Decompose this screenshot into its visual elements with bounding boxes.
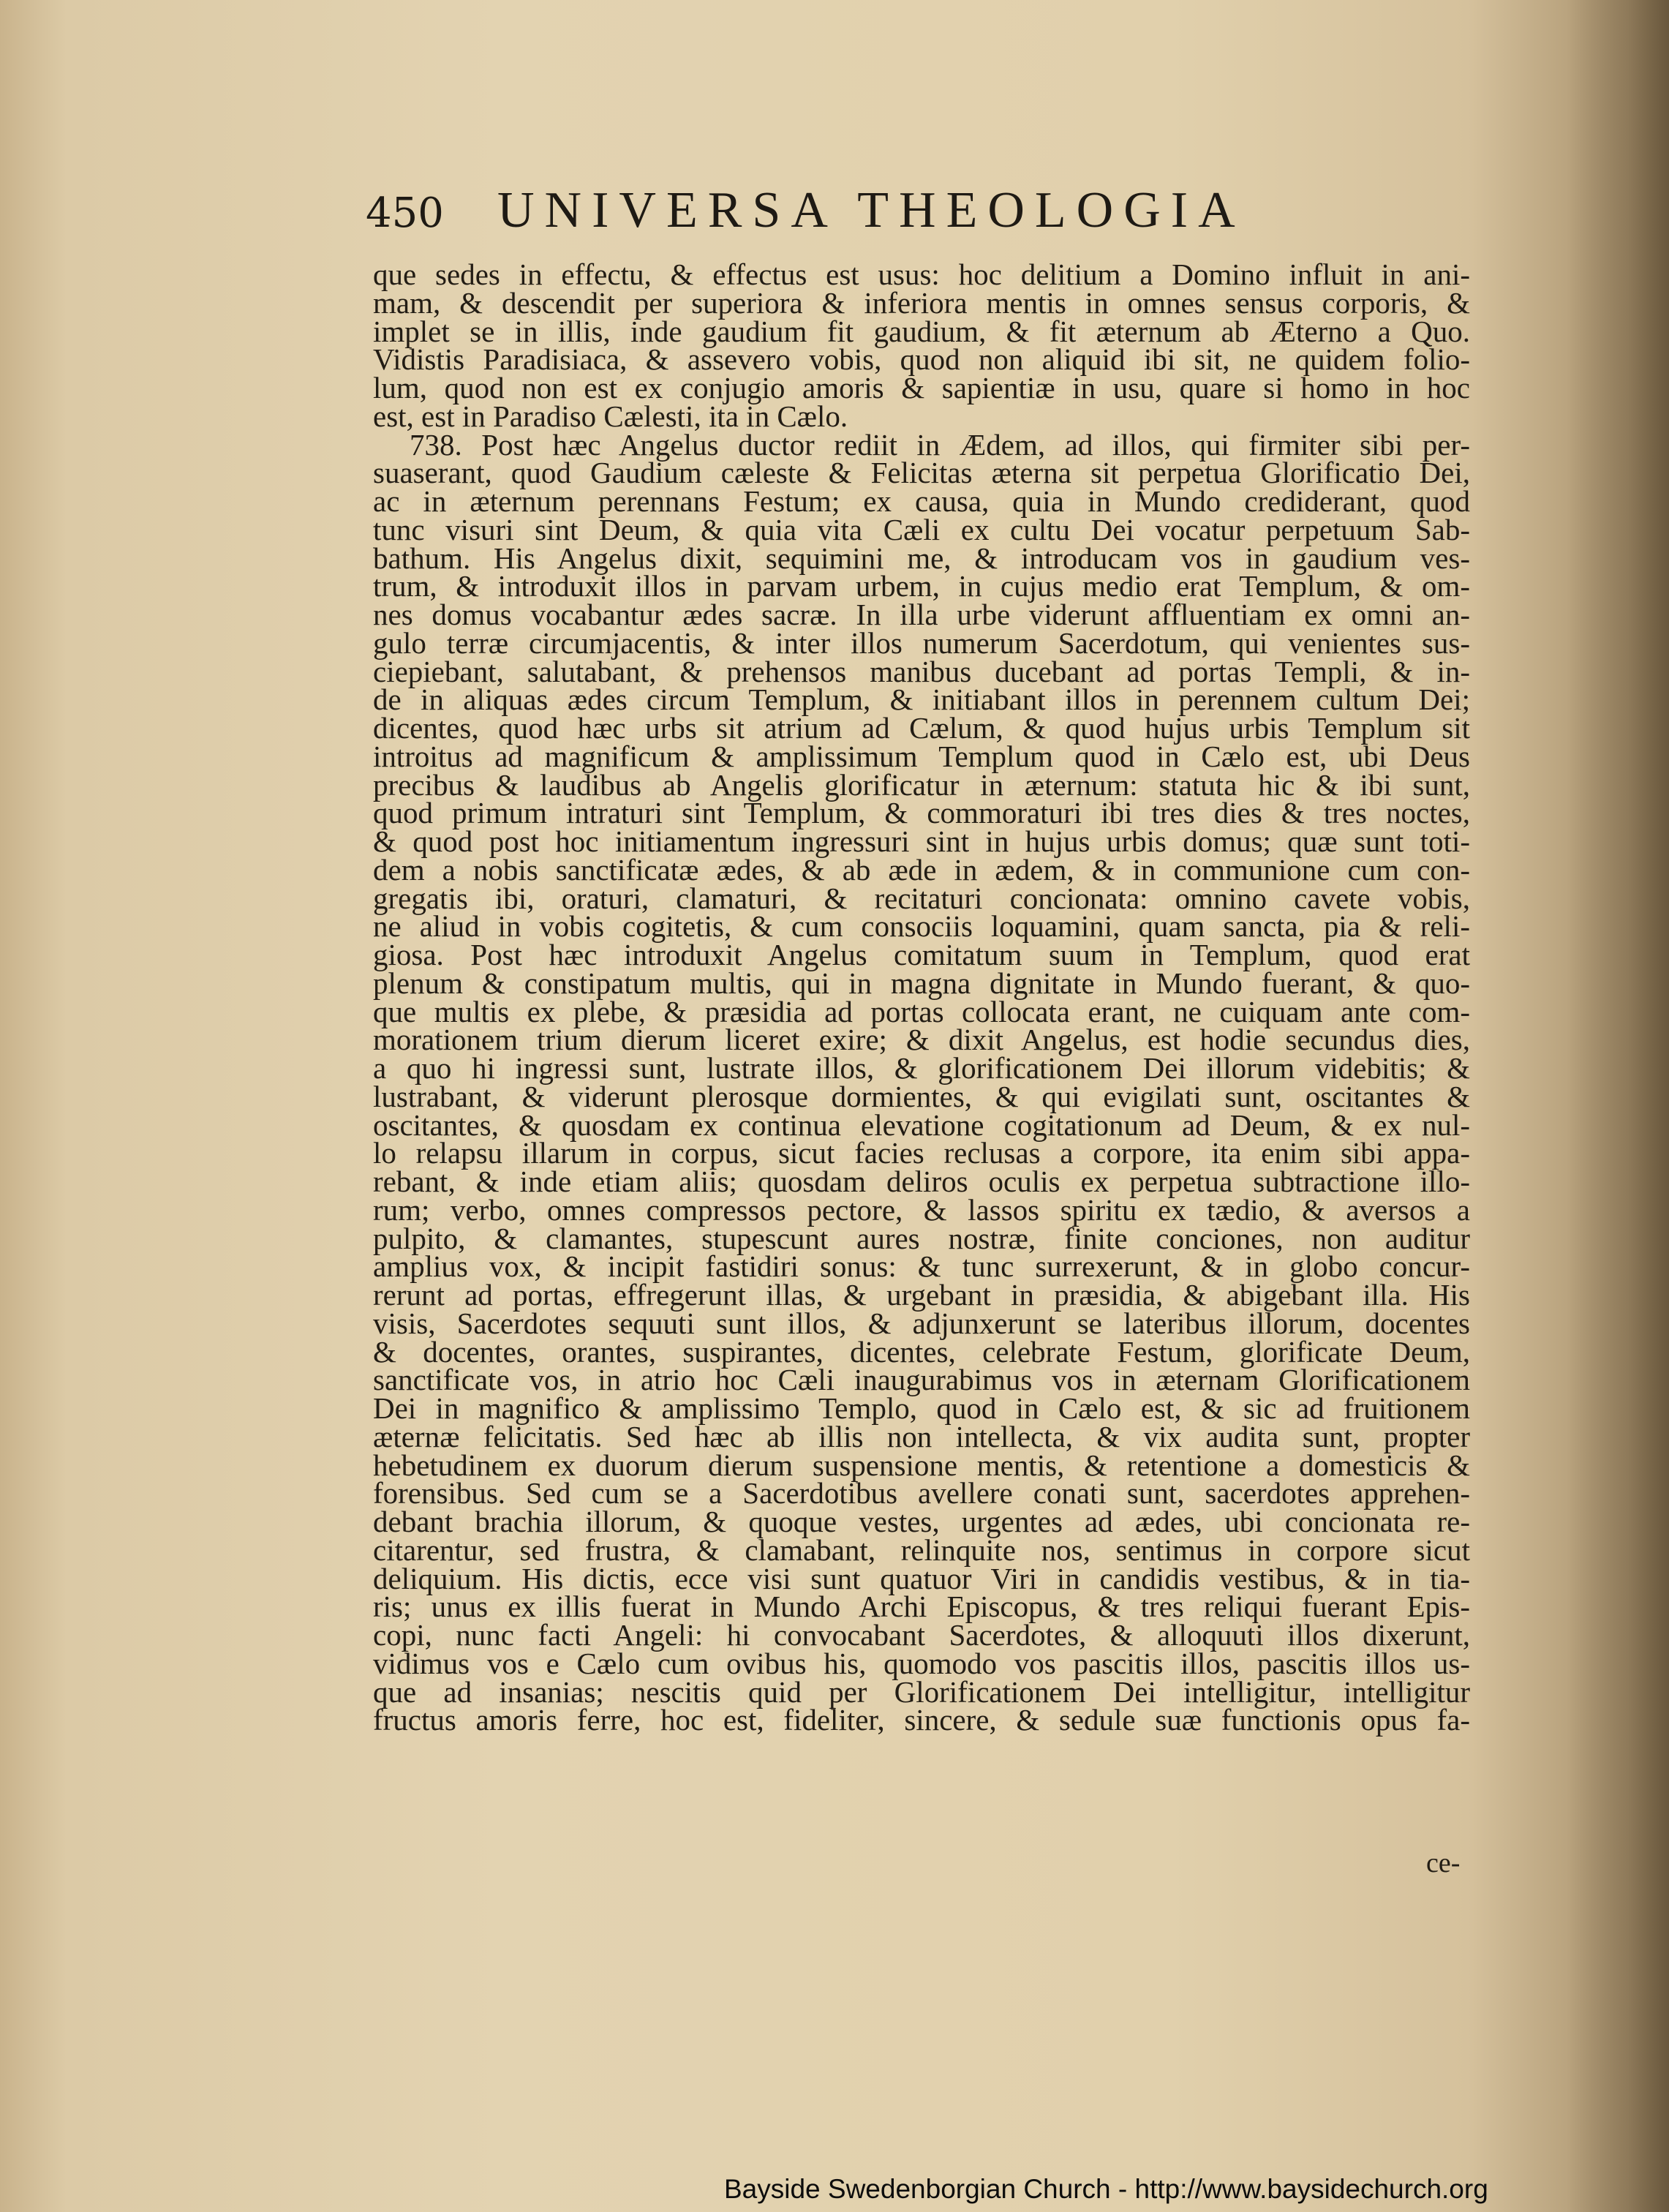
text-line: deliquium. His dictis, ecce visi sunt quatuor Viri in candidis vestibus, & in tia- bbox=[373, 1561, 1470, 1595]
text-line: tunc visuri sint Deum, & quia vita Cæli ex cultu Dei vocatur perpetuum Sab- bbox=[373, 512, 1470, 546]
text-line: precibus & laudibus ab Angelis glorificatur in æternum: statuta hic & ibi sunt, bbox=[373, 767, 1470, 802]
text-line: fructus amoris ferre, hoc est, fideliter, sincere, & sedule suæ functionis opus fa- bbox=[373, 1703, 1470, 1737]
text-line: Vidistis Paradisiaca, & assevero vobis, quod non aliquid ibi sit, ne quidem folio- bbox=[373, 342, 1470, 377]
text-line: oscitantes, & quosdam ex continua elevatione cogitationum ad Deum, & ex nul- bbox=[373, 1107, 1470, 1142]
text-line: de in aliquas ædes circum Templum, & initiabant illos in perennem cultum Dei; bbox=[373, 682, 1470, 717]
text-line: gulo terræ circumjacentis, & inter illos numerum Sacerdotum, qui venientes sus- bbox=[373, 625, 1470, 660]
text-line: lo relapsu illarum in corpus, sicut facies reclusas a corpore, ita enim sibi appa- bbox=[373, 1136, 1470, 1170]
text-line: trum, & introduxit illos in parvam urbem, in cujus medio erat Templum, & om- bbox=[373, 569, 1470, 603]
catchword: ce- bbox=[1426, 1848, 1461, 1878]
text-line: que ad insanias; nescitis quid per Glorificationem Dei intelligitur, intelligitur bbox=[373, 1674, 1470, 1709]
text-line: lum, quod non est ex conjugio amoris & sapientiæ in usu, quare si homo in hoc bbox=[373, 371, 1470, 405]
running-title: UNIVERSA THEOLOGIA bbox=[497, 182, 1246, 238]
text-line: mam, & descendit per superiora & inferiora mentis in omnes sensus corporis, & bbox=[373, 285, 1470, 320]
text-line: bathum. His Angelus dixit, sequimini me, & introducam vos in gaudium ves- bbox=[373, 541, 1470, 575]
text-line: lustrabant, & viderunt plerosque dormientes, & qui evigilati sunt, oscitantes & bbox=[373, 1079, 1470, 1113]
text-line: forensibus. Sed cum se a Sacerdotibus avellere conati sunt, sacerdotes apprehen- bbox=[373, 1476, 1470, 1511]
text-line: ris; unus ex illis fuerat in Mundo Archi Episcopus, & tres reliqui fuerant Epis- bbox=[373, 1590, 1470, 1624]
watermark-text: Bayside Swedenborgian Church - http://www.baysidechurch.org bbox=[724, 2174, 1488, 2204]
text-line: implet se in illis, inde gaudium fit gaudium, & fit æternum ab Æterno a Quo. bbox=[373, 314, 1470, 348]
text-line: introitus ad magnificum & amplissimum Templum quod in Cælo est, ubi Deus bbox=[373, 739, 1470, 773]
text-line: Dei in magnifico & amplissimo Templo, quod in Cælo est, & sic ad fruitionem bbox=[373, 1391, 1470, 1425]
text-line: rerunt ad portas, effregerunt illas, & urgebant in præsidia, & abigebant illa. His bbox=[373, 1278, 1470, 1312]
text-line: plenum & constipatum multis, qui in magna dignitate in Mundo fuerant, & quo- bbox=[373, 966, 1470, 1000]
text-line: nes domus vocabantur ædes sacræ. In illa urbe viderunt affluentiam ex omni an- bbox=[373, 598, 1470, 631]
text-line: que multis ex plebe, & præsidia ad portas collocata erant, ne cuiquam ante com- bbox=[373, 994, 1470, 1028]
text-line: quod primum intraturi sint Templum, & commoraturi ibi tres dies & tres noctes, bbox=[373, 796, 1470, 830]
text-line: dem a nobis sanctificatæ ædes, & ab æde in ædem, & in communione cum con- bbox=[373, 852, 1470, 887]
text-line: vidimus vos e Cælo cum ovibus his, quomodo vos pascitis illos, pascitis illos us- bbox=[373, 1646, 1470, 1680]
body-text bbox=[373, 257, 1470, 1737]
text-line: debant brachia illorum, & quoque vestes, urgentes ad ædes, ubi concionata re- bbox=[373, 1505, 1470, 1538]
text-line: copi, nunc facti Angeli: hi convocabant Sacerdotes, & alloquuti illos dixerunt, bbox=[373, 1618, 1470, 1652]
text-line: & docentes, orantes, suspirantes, dicentes, celebrate Festum, glorificate Deum, bbox=[373, 1334, 1470, 1369]
text-line: æternæ felicitatis. Sed hæc ab illis non intellecta, & vix audita sunt, propter bbox=[373, 1419, 1470, 1453]
text-line: pulpito, & clamantes, stupescunt aures nostræ, finite conciones, non auditur bbox=[373, 1221, 1470, 1255]
text-line: dicentes, quod hæc urbs sit atrium ad Cælum, & quod hujus urbis Templum sit bbox=[373, 711, 1470, 745]
page-gutter-shadow bbox=[1567, 0, 1669, 2212]
text-line: est, est in Paradiso Cælesti, ita in Cælo. bbox=[373, 399, 848, 433]
text-line: sanctificate vos, in atrio hoc Cæli inaugurabimus vos in æternam Glorificationem bbox=[373, 1363, 1470, 1397]
text-line: citarentur, sed frustra, & clamabant, relinquite nos, sentimus in corpore sicut bbox=[373, 1532, 1470, 1567]
text-line: rum; verbo, omnes compressos pectore, & lassos spiritu ex tædio, & aversos a bbox=[373, 1192, 1470, 1227]
text-line: hebetudinem ex duorum dierum suspensione mentis, & retentione a domesticis & bbox=[373, 1448, 1470, 1482]
text-line: ac in æternum perennans Festum; ex causa, quia in Mundo crediderant, quod bbox=[373, 484, 1470, 518]
text-line: giosa. Post hæc introduxit Angelus comitatum suum in Templum, quod erat bbox=[373, 938, 1470, 971]
text-line: ne aliud in vobis cogitetis, & cum consociis loquamini, quam sancta, pia & reli- bbox=[373, 909, 1470, 944]
text-line: suaserant, quod Gaudium cæleste & Felicitas æterna sit perpetua Glorificatio Dei, bbox=[373, 456, 1470, 490]
text-line: & quod post hoc initiamentum ingressuri sint in hujus urbis domus; quæ sunt toti- bbox=[373, 824, 1470, 858]
text-line: visis, Sacerdotes sequuti sunt illos, & adjunxerunt se lateribus illorum, docentes bbox=[373, 1306, 1470, 1340]
text-line: que sedes in effectu, & effectus est usus: hoc delitium a Domino influit in ani- bbox=[373, 257, 1470, 291]
text-line: gregatis ibi, oraturi, clamaturi, & recitaturi concionata: omnino cavete vobis, bbox=[373, 881, 1470, 915]
text-line: amplius vox, & incipit fastidiri sonus: & tunc surrexerunt, & in globo concur- bbox=[373, 1249, 1470, 1284]
text-line: ciepiebant, salutabant, & prehensos manibus ducebant ad portas Templi, & in- bbox=[373, 654, 1470, 688]
page-number: 450 bbox=[366, 189, 444, 237]
text-line: morationem trium dierum liceret exire; & dixit Angelus, est hodie secundus dies, bbox=[373, 1023, 1470, 1057]
page-header bbox=[366, 181, 1338, 247]
text-line: a quo hi ingressi sunt, lustrate illos, & glorificationem Dei illorum videbitis; & bbox=[373, 1051, 1470, 1085]
text-line: 738. Post hæc Angelus ductor rediit in Ædem, ad illos, qui firmiter sibi per- bbox=[410, 427, 1470, 462]
text-line: rebant, & inde etiam aliis; quosdam deliros oculis ex perpetua subtractione illo- bbox=[373, 1165, 1470, 1198]
